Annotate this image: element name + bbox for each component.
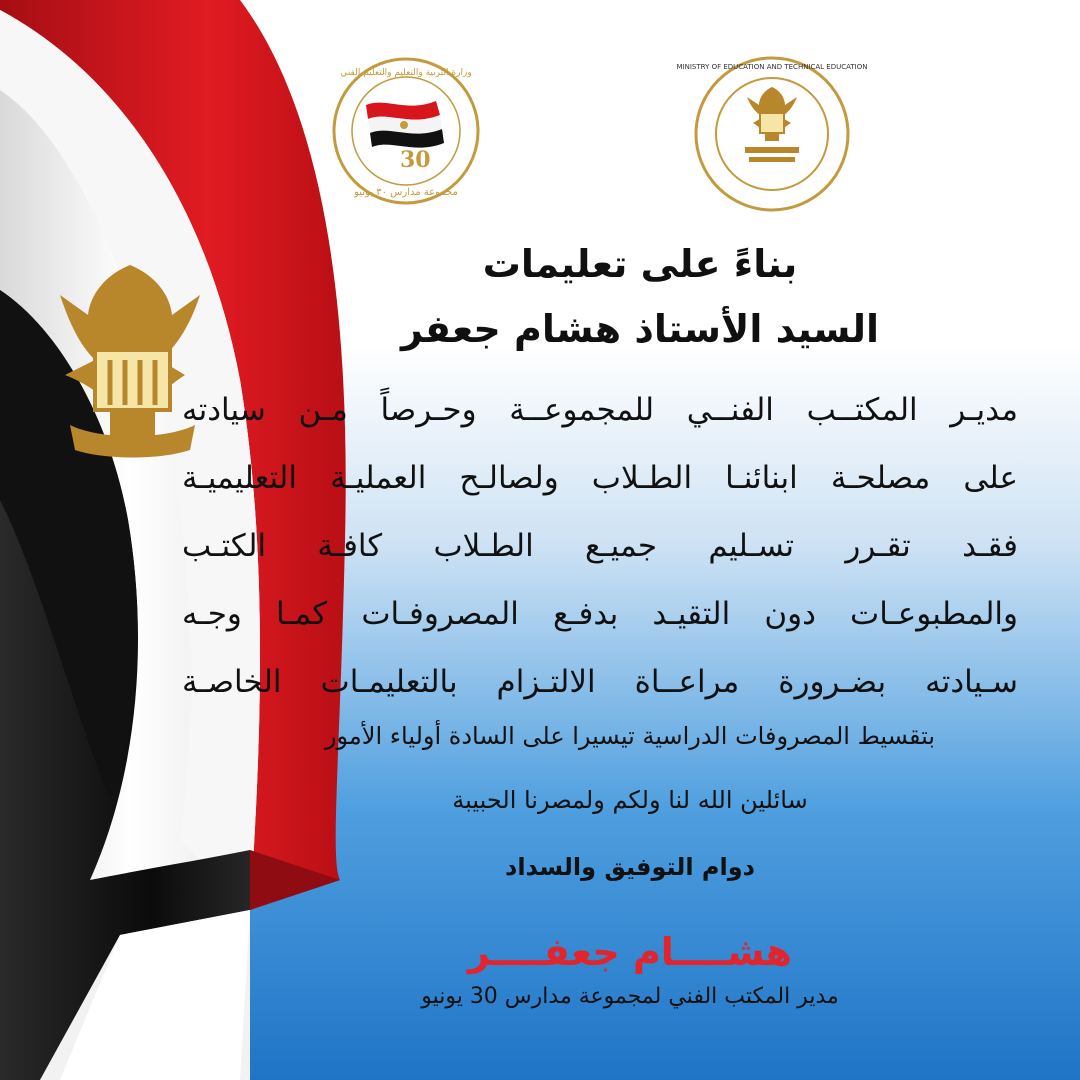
installments-line: بتقسيط المصروفات الدراسية تيسيرا على السادة أولياء الأمور [324, 722, 936, 750]
announcement-paragraph [182, 376, 1018, 716]
svg-text:30: 30 [400, 147, 431, 173]
paragraph-line: والمطبوعـات دون التقيـد بدفـع المصروفـات كمـا وجـه [182, 596, 1018, 632]
paragraph-line: على مصلحـة ابنائنـا الطـلاب ولصالـح العمليـة التعليميـة [182, 460, 1018, 496]
ministry-logo [676, 55, 868, 213]
heading-line-1: بناءً على تعليمات [482, 242, 798, 286]
paragraph-line: فقـد تقـرر تسـليم جميـع الطـلاب كافـة الكتـب [182, 528, 1018, 564]
svg-text:وزارة التربية والتعليم والتعلي: وزارة التربية والتعليم والتعليم الفني [340, 68, 472, 78]
signature-title: مدير المكتب الفني لمجموعة مدارس 30 يونيو [421, 984, 839, 1009]
signature-name: هشــــام جعفــــر [467, 930, 793, 974]
svg-text:MINISTRY OF EDUCATION AND TECH: MINISTRY OF EDUCATION AND TECHNICAL EDUCATION [676, 63, 868, 71]
svg-text:مجموعة مدارس ٣٠ يونيو: مجموعة مدارس ٣٠ يونيو [354, 187, 458, 198]
school-group-logo [330, 55, 482, 207]
paragraph-line: مديـر المكتــب الفنــي للمجموعــة وحـرصاً مـن سيادته [182, 392, 1018, 428]
paragraph-line: سـيادته بضـرورة مراعــاة الالتـزام بالتعليمـات الخاصـة [182, 664, 1018, 700]
prayer-line: سائلين الله لنا ولكم ولمصرنا الحبيبة [452, 786, 808, 814]
closing-line: دوام التوفيق والسداد [505, 853, 755, 881]
heading-line-2: السيد الأستاذ هشام جعفر [400, 307, 880, 351]
